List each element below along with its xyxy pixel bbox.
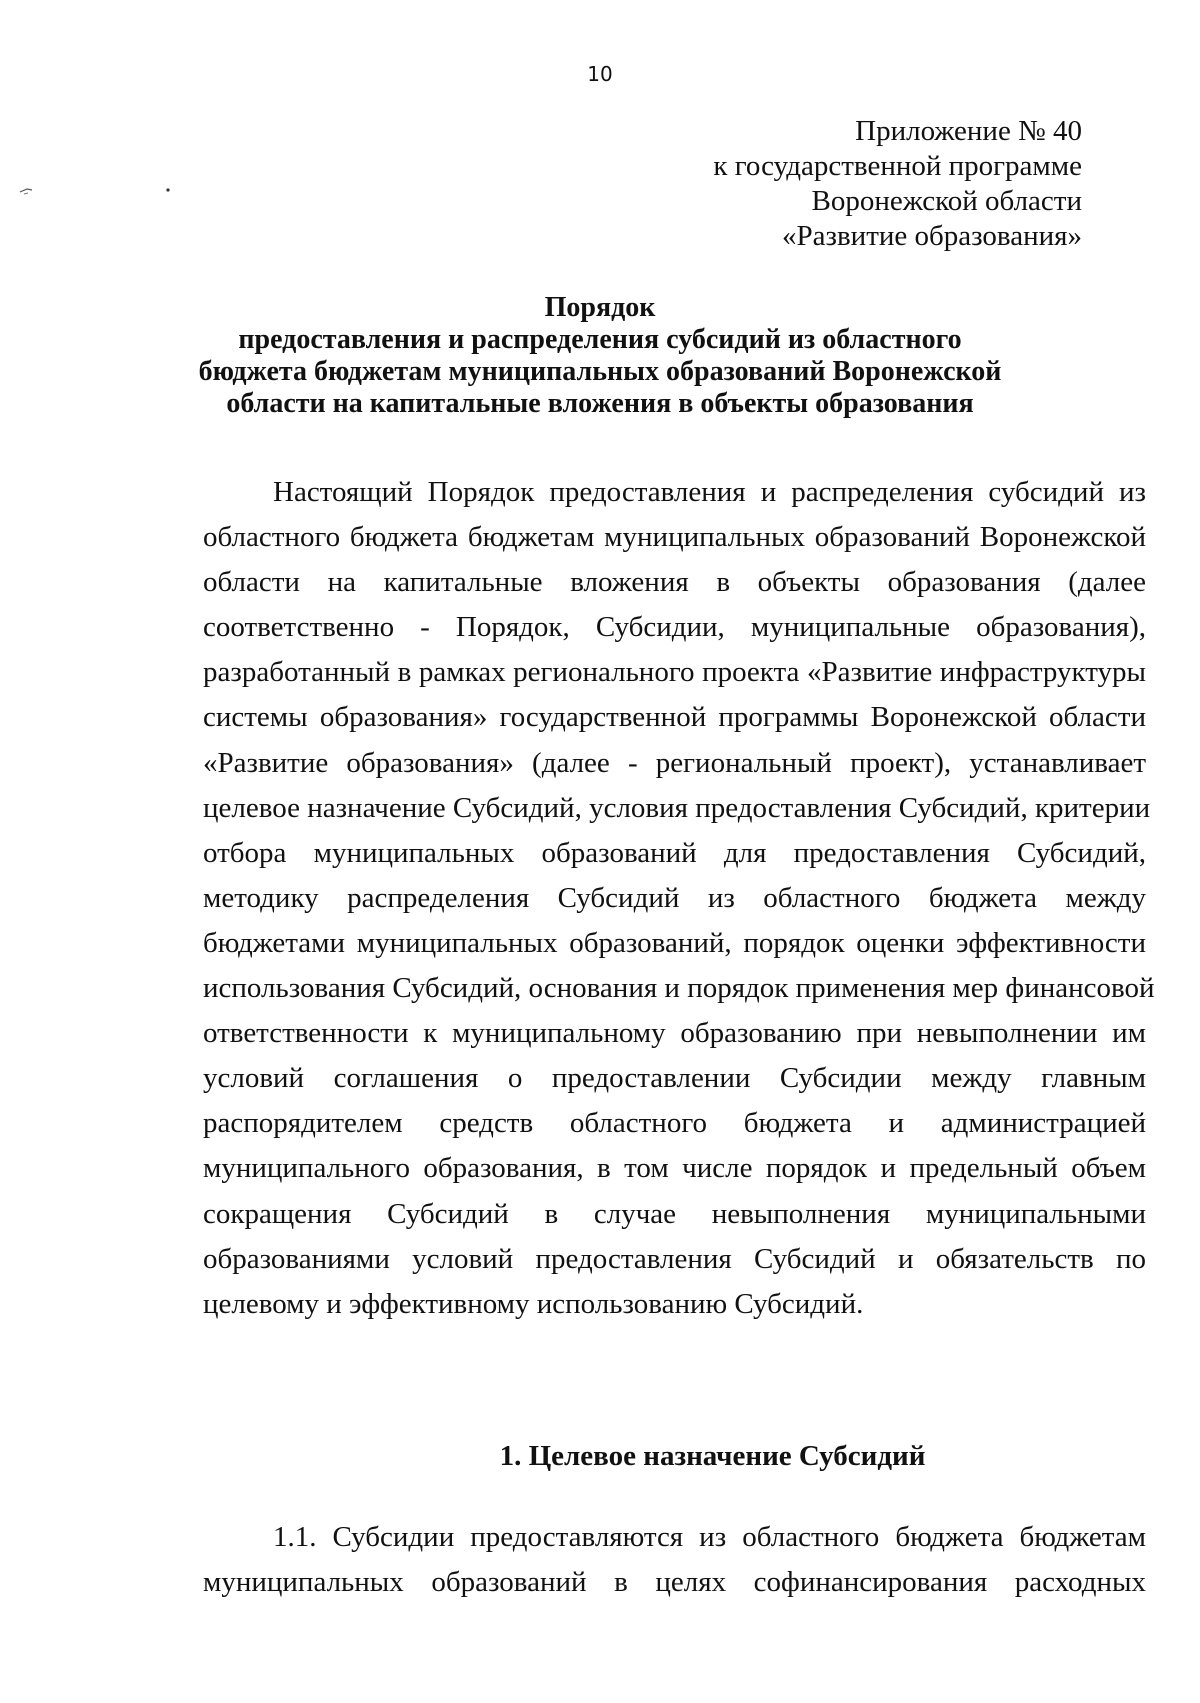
paragraph-line: областного бюджета бюджетам муниципальных образований Воронежской bbox=[203, 521, 1146, 554]
paragraph-line: соответственно - Порядок, Субсидии, муниципальные образования), bbox=[203, 611, 1146, 644]
title-line: Порядок bbox=[544, 292, 656, 323]
paragraph-line: Настоящий Порядок предоставления и распределения субсидий из bbox=[273, 476, 1146, 508]
scan-artifact bbox=[18, 170, 188, 200]
paragraph-line: методику распределения Субсидий из областного бюджета между bbox=[203, 881, 1146, 914]
appendix-line: Воронежской области bbox=[811, 185, 1082, 217]
section-heading: 1. Целевое назначение Субсидий bbox=[499, 1440, 926, 1472]
document-title bbox=[150, 292, 1050, 420]
page-number: 10 bbox=[587, 62, 613, 86]
paragraph-line: целевое назначение Субсидий, условия предоставления Субсидий, критерии bbox=[203, 791, 1151, 824]
paragraph-line: области на капитальные вложения в объекты образования (далее bbox=[203, 566, 1146, 599]
title-line: области на капитальные вложения в объекты образования bbox=[226, 388, 974, 419]
paragraph-line: ответственности к муниципальному образованию при невыполнении им bbox=[203, 1017, 1146, 1050]
paragraph-line: 1.1. Субсидии предоставляются из областного бюджета бюджетам bbox=[273, 1521, 1146, 1553]
appendix-line: Приложение № 40 bbox=[855, 115, 1082, 147]
paragraph-line: муниципальных образований в целях софинансирования расходных bbox=[203, 1566, 1146, 1599]
paragraph-line: целевому и эффективному использованию Субсидий. bbox=[203, 1287, 864, 1320]
title-line: предоставления и распределения субсидий из областного bbox=[238, 324, 962, 355]
paragraph-line: «Развитие образования» (далее - региональный проект), устанавливает bbox=[203, 746, 1146, 779]
paragraph-line: системы образования» государственной программы Воронежской области bbox=[203, 701, 1146, 734]
appendix-line: «Развитие образования» bbox=[782, 220, 1082, 252]
paragraph-line: отбора муниципальных образований для предоставления Субсидий, bbox=[203, 836, 1146, 869]
appendix-line: к государственной программе bbox=[713, 150, 1082, 182]
paragraph-line: использования Субсидий, основания и порядок применения мер финансовой bbox=[203, 972, 1155, 1005]
paragraph-line: разработанный в рамках регионального проекта «Развитие инфраструктуры bbox=[203, 656, 1146, 689]
appendix-reference bbox=[713, 114, 1082, 254]
paragraph-line: образованиями условий предоставления Субсидий и обязательств по bbox=[203, 1242, 1146, 1275]
title-line: бюджета бюджетам муниципальных образований Воронежской bbox=[198, 356, 1002, 387]
paragraph-line: условий соглашения о предоставлении Субсидии между главным bbox=[203, 1062, 1146, 1095]
paragraph-line: муниципального образования, в том числе порядок и предельный объем bbox=[203, 1152, 1146, 1185]
paragraph-line: сокращения Субсидий в случае невыполнения муниципальными bbox=[203, 1197, 1146, 1230]
paragraph-line: бюджетами муниципальных образований, порядок оценки эффективности bbox=[203, 926, 1146, 959]
intro-paragraph bbox=[203, 470, 1155, 1327]
paragraph-line: распорядителем средств областного бюджета и администрацией bbox=[203, 1107, 1146, 1140]
section-paragraph bbox=[203, 1515, 1146, 1605]
